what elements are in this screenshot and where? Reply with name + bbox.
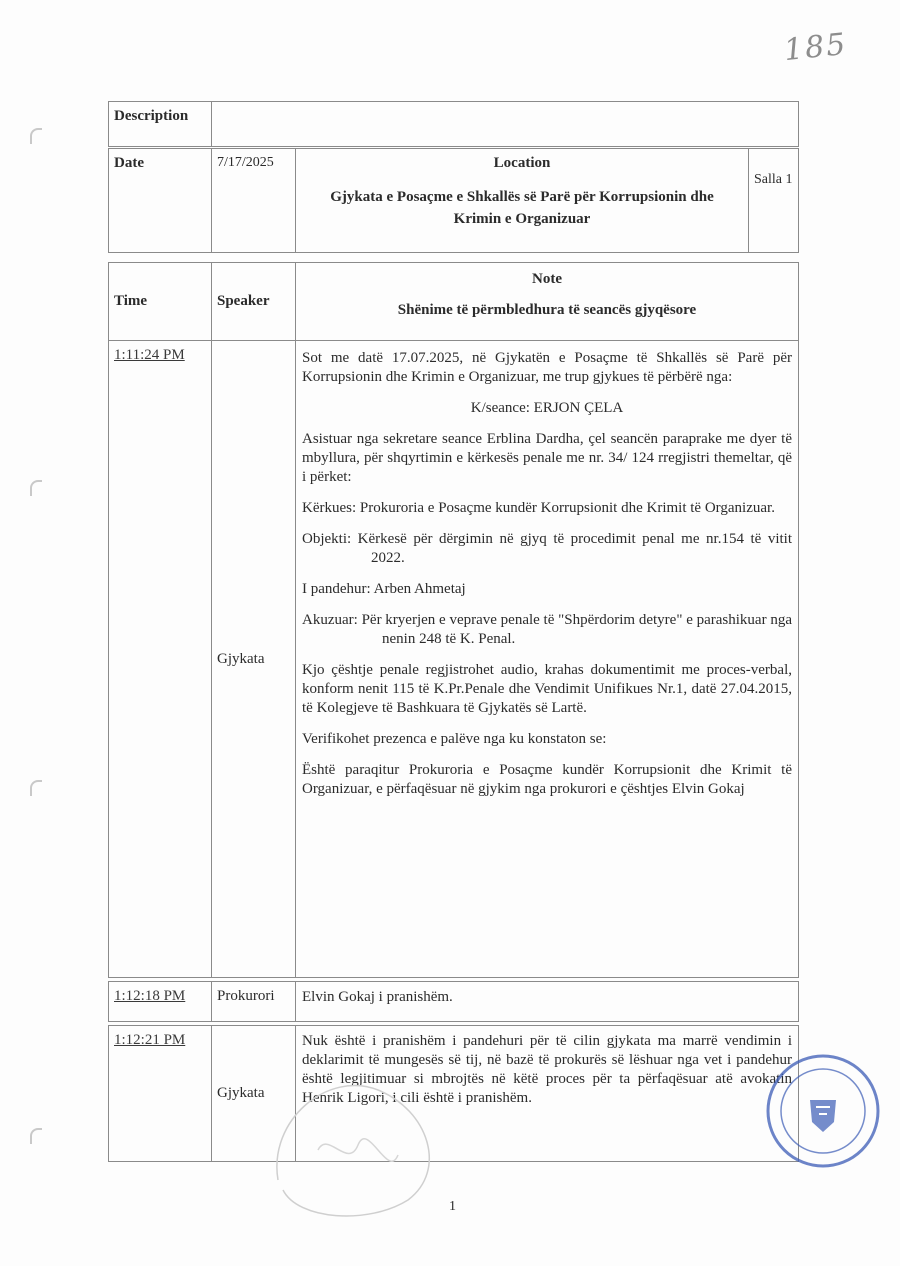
note-paragraph: Objekti: Kërkesë për dërgimin në gjyq të procedimit penal me nr.154 të vitit 2022.: [302, 531, 792, 566]
notes-table: [108, 262, 799, 978]
entry-speaker: Gjykata: [212, 1026, 296, 1162]
entry-speaker: Prokurori: [212, 982, 296, 1022]
location-label: Location: [493, 155, 551, 171]
location-value: Gjykata e Posaçme e Shkallës së Parë për Korrupsionin dhe Krimin e Organizuar: [330, 189, 714, 227]
description-label: Description: [109, 102, 212, 147]
entry-speaker: Gjykata: [212, 341, 296, 978]
note-paragraph: Kjo çështje penale regjistrohet audio, krahas dokumentimit me proces-verbal, konform nenit 115 të K.Pr.Penale dhe Vendimit Unifikues Nr.1, datë 27.04.2015, të Kolegjeve të Bashkuara të Gjykatës së Lartë.: [302, 662, 792, 716]
entry-time: 1:11:24 PM: [109, 341, 212, 978]
binder-hole-mark: [30, 480, 42, 496]
note-header: [296, 263, 799, 341]
table-row: [109, 341, 799, 978]
note-paragraph: Nuk është i pranishëm i pandehuri për të cilin gjykata ma marrë vendimin i deklarimit të mungesës së tij, në bazë të prokurës së lëshuar nga vet i pandehur është legjitimuar si mbrojtës në këtë proces për ta përfaqësuar atë avokatin Henrik Ligori, i cili është i pranishëm.: [302, 1033, 792, 1106]
entry-time: 1:12:21 PM: [109, 1026, 212, 1162]
signature-scribble: [258, 1060, 468, 1230]
note-header-subtitle: Shënime të përmbledhura të seancës gjyqësore: [397, 302, 697, 318]
note-paragraph: Asistuar nga sekretare seance Erblina Dardha, çel seancën paraprake me dyer të mbyllura, për shqyrtimin e kërkesës penale me nr. 34/ 124 rregjistri themeltar, që i përket:: [302, 431, 792, 485]
note-header-label: Note: [532, 271, 562, 287]
note-paragraph: I pandehur: Arben Ahmetaj: [302, 581, 466, 597]
binder-hole-mark: [30, 780, 42, 796]
room-value: Salla 1: [749, 149, 799, 253]
page-number: 1: [449, 1199, 456, 1214]
entry-note: [296, 982, 799, 1022]
note-paragraph: Sot me datë 17.07.2025, në Gjykatën e Posaçme të Shkallës së Parë për Korrupsionin dhe Krimin e Organizuar, me trup gjykues të përbërë nga:: [302, 350, 792, 385]
court-stamp: [764, 1052, 882, 1170]
note-paragraph: Është paraqitur Prokuroria e Posaçme kundër Korrupsionit dhe Krimit të Organizuar, e përfaqësuar në gjykim nga prokurori e çështjes Elvin Gokaj: [302, 762, 792, 797]
note-paragraph: Verifikohet prezenca e palëve nga ku konstaton se:: [302, 731, 607, 747]
notes-table: [108, 981, 799, 1022]
date-label: Date: [109, 149, 212, 253]
note-paragraph: K/seance: ERJON ÇELA: [470, 400, 624, 416]
entry-time: 1:12:18 PM: [109, 982, 212, 1022]
time-header: Time: [109, 263, 212, 341]
description-table: [108, 101, 799, 147]
location-cell: [296, 149, 749, 253]
note-paragraph: Kërkues: Prokuroria e Posaçme kundër Korrupsionit dhe Krimit të Organizuar.: [302, 500, 775, 516]
description-value: [212, 102, 799, 147]
speaker-header: Speaker: [212, 263, 296, 341]
binder-hole-mark: [30, 128, 42, 144]
binder-hole-mark: [30, 1128, 42, 1144]
date-location-table: [108, 148, 799, 253]
handwritten-page-number: 185: [782, 26, 849, 69]
table-row: [109, 982, 799, 1022]
note-paragraph: Akuzuar: Për kryerjen e veprave penale të "Shpërdorim detyre" e parashikuar nga nenin 248 të K. Penal.: [302, 612, 792, 647]
date-value: 7/17/2025: [212, 149, 296, 253]
note-paragraph: Elvin Gokaj i pranishëm.: [302, 989, 453, 1005]
entry-note: [296, 341, 799, 978]
